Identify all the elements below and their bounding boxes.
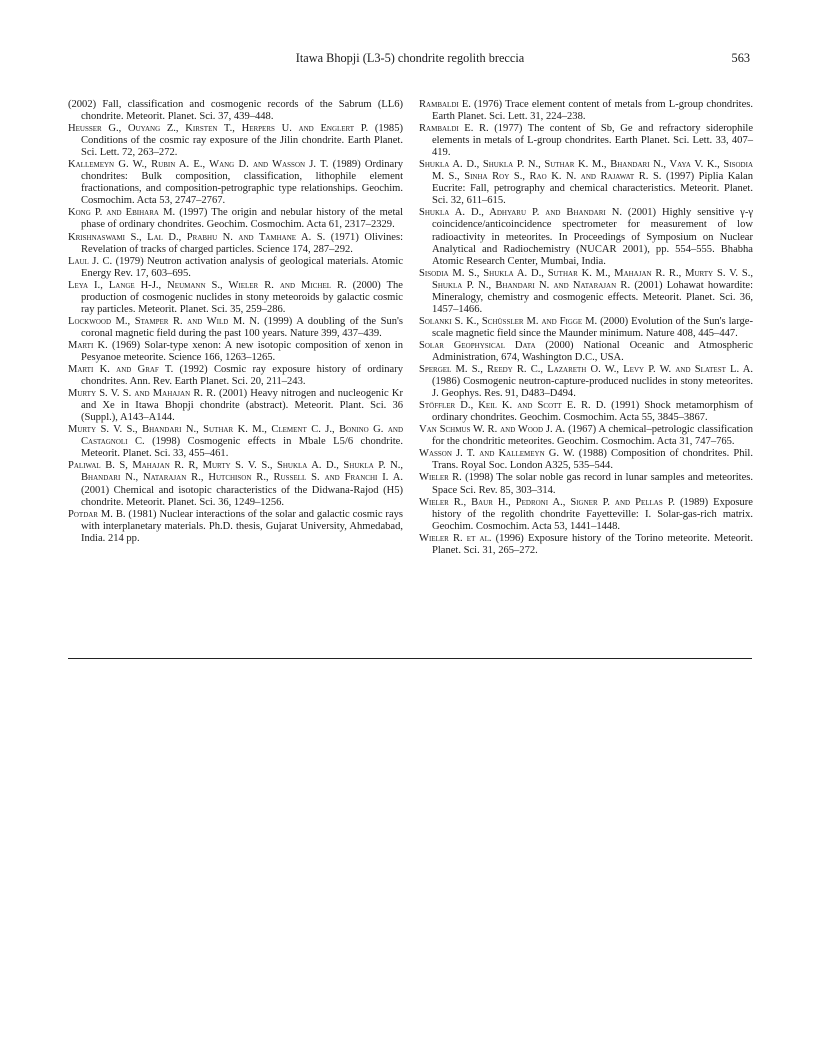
reference-body: (2001) Heavy nitrogen and nucleogenic Kr and Xe in Itawa Bhopji chondrite (abstract). Meteorit. Plant. Sci. 36 (Suppl.), A143–A144. — [81, 388, 403, 424]
reference-entry — [68, 256, 403, 280]
reference-authors: Marti K. and Graf T. — [68, 364, 174, 376]
reference-body: (1996) Exposure history of the Torino meteorite. Meteorit. Planet. Sci. 31, 265–272. — [432, 532, 753, 556]
reference-entry — [68, 232, 403, 256]
reference-entry — [68, 316, 403, 340]
reference-body: (1977) The content of Sb, Ge and refractory siderophile elements in metals of L-group chondrites. Earth Planet. Sci. Lett. 33, 407–419. — [432, 123, 753, 159]
reference-body: (2001) Chemical and isotopic characteristics of the Didwana-Rajod (H5) chondrite. Meteorit. Planet. Sci. 36, 1249–1256. — [81, 484, 403, 508]
reference-entry — [419, 424, 753, 448]
reference-authors: Rambaldi E. — [419, 99, 471, 110]
reference-body: (2001) Highly sensitive γ-γ coincidence/anticoincidence spectrometer for measurement of low radioactivity in meteorites. In Proceedings of Symposium on Nuclear Analytical and Radiochemistry (NUCAR 2001), pp. 554–555. Bhabha Atomic Research Center, Mumbai, India. — [432, 207, 753, 267]
reference-authors: Stöffler D., Keil K. and Scott E. R. D. — [419, 400, 607, 412]
reference-body: (1989) Ordinary chondrites: Bulk composition, classification, lithophile element fractionations, and composition-petrographic type relationships. Geochim. Cosmochim. Acta 53, 2747–2767. — [81, 159, 403, 207]
reference-entry — [419, 340, 753, 364]
reference-body: (1997) Piplia Kalan Eucrite: Fall, petrography and chemical characteristics. Meteorit. Planet. Sci. 32, 611–615. — [432, 171, 753, 207]
reference-entry — [68, 159, 403, 207]
reference-entry — [419, 123, 753, 159]
reference-body: (2002) Fall, classification and cosmogenic records of the Sabrum (LL6) chondrite. Meteorit. Planet. Sci. 37, 439–448. — [68, 99, 403, 123]
reference-authors: Rambaldi E. R. — [419, 123, 489, 135]
reference-entry — [419, 364, 753, 400]
reference-entry — [419, 316, 753, 340]
reference-body: (2000) Evolution of the Sun's large-scale magnetic field since the Maunder minimum. Nature 408, 445–447. — [432, 315, 753, 339]
reference-body: (1981) Nuclear interactions of the solar and galactic cosmic rays with interplanetary materials. Ph.D. thesis, Gujarat University, Ahmedabad, India. 214 pp. — [81, 508, 403, 544]
reference-entry — [68, 388, 403, 424]
reference-authors: Wasson J. T. and Kallemeyn G. W. — [419, 448, 575, 460]
reference-entry — [68, 460, 403, 508]
reference-entry — [419, 99, 753, 123]
reference-entry — [419, 533, 753, 557]
reference-body: (1985) Conditions of the cosmic ray exposure of the Jilin chondrite. Earth Planet. Sci. Lett. 72, 263–272. — [81, 123, 403, 159]
reference-entry — [68, 509, 403, 545]
reference-entry — [419, 268, 753, 316]
running-header — [68, 51, 752, 69]
reference-body: (1986) Cosmogenic neutron-capture-produced nuclides in stony meteorites. J. Geophys. Res. 91, D483–D494. — [432, 376, 753, 400]
reference-authors: Marti K. — [68, 339, 108, 351]
references-right-column — [419, 99, 753, 557]
reference-authors: Lockwood M., Stamper R. and Wild M. N. — [68, 315, 260, 327]
reference-entry — [68, 99, 403, 123]
reference-entry — [68, 424, 403, 460]
reference-authors: Van Schmus W. R. and Wood J. A. — [419, 424, 566, 436]
reference-entry — [68, 340, 403, 364]
running-title: Itawa Bhopji (L3-5) chondrite regolith breccia — [295, 51, 525, 65]
reference-authors: Wieler R., Baur H., Pedroni A., Signer P. and Pellas P. — [419, 496, 676, 508]
reference-authors: Heusser G., Ouyang Z., Kirsten T., Herpers U. and Englert P. — [68, 123, 369, 135]
reference-body: (1998) Cosmogenic effects in Mbale L5/6 chondrite. Meteorit. Planet. Sci. 33, 455–461. — [81, 436, 403, 460]
reference-body: (1997) The origin and nebular history of the metal phase of ordinary chondrites. Geochim. Cosmochim. Acta 61, 2317–2329. — [81, 207, 404, 231]
reference-authors: Wieler R. et al. — [419, 532, 492, 544]
reference-authors: Shukla A. D., Shukla P. N., Suthar K. M., Bhandari N., Vaya V. K., Sisodia M. S., Sinha Roy S., Rao K. N. and Rajawat R. S. — [419, 159, 753, 183]
reference-authors: Leya I., Lange H-J., Neumann S., Wieler R. and Michel R. — [68, 279, 347, 291]
reference-body: (1998) The solar noble gas record in lunar samples and meteorites. Space Sci. Rev. 85, 303–314. — [432, 472, 753, 496]
reference-authors: Sisodia M. S., Shukla A. D., Suthar K. M., Mahajan R. R., Murty S. V. S., Shukla P. N., Bhandari N. and Natarajan R. — [419, 267, 753, 291]
reference-authors: Kong P. and Ebihara M. — [68, 207, 176, 219]
reference-body: (2001) Lohawat howardite: Mineralogy, chemistry and cosmogenic effects. Meteorit. Planet. Sci. 36, 1457–1466. — [432, 279, 753, 315]
reference-authors: Murty S. V. S., Bhandari N., Suthar K. M., Clement C. J., Bonino G. and Castagnoli C. — [68, 424, 403, 448]
reference-body: (1992) Cosmic ray exposure history of ordinary chondrites. Ann. Rev. Earth Planet. Sci. 20, 211–243. — [81, 364, 404, 388]
reference-body: (1976) Trace element content of metals from L-group chondrites. Earth Planet. Sci. Lett. 31, 224–238. — [432, 99, 753, 123]
reference-authors: Krishnaswami S., Lal D., Prabhu N. and Tamhane A. S. — [68, 231, 326, 243]
reference-body: (1988) Composition of chondrites. Phil. Trans. Royal Soc. London A325, 535–544. — [432, 448, 753, 472]
reference-entry — [68, 364, 403, 388]
reference-entry — [68, 123, 403, 159]
reference-entry — [419, 400, 753, 424]
reference-body: (1999) A doubling of the Sun's coronal magnetic field during the past 100 years. Nature 399, 437–439. — [81, 315, 403, 339]
reference-entry — [419, 448, 753, 472]
reference-body: (2000) National Oceanic and Atmospheric Administration, 674, Washington D.C., USA. — [432, 339, 753, 363]
reference-entry — [419, 472, 753, 496]
reference-body: (1989) Exposure history of the regolith chondrite Fayetteville: I. Solar-gas-rich matrix. Geochim. Cosmochim. Acta 53, 1441–1448. — [432, 496, 753, 532]
reference-entry — [68, 207, 403, 231]
reference-authors: Kallemeyn G. W., Rubin A. E., Wang D. and Wasson J. T. — [68, 159, 329, 171]
reference-authors: Shukla A. D., Adhyaru P. and Bhandari N. — [419, 207, 622, 219]
reference-authors: Solar Geophysical Data — [419, 339, 536, 351]
reference-authors: Paliwal B. S, Mahajan R. R, Murty S. V. S., Shukla A. D., Shukla P. N., Bhandari N., Natarajan R., Hutchison R., Russell S. and Franchi I. A. — [68, 460, 403, 484]
reference-body: (1967) A chemical–petrologic classification for the chondritic meteorites. Geochim. Cosmochim. Acta 31, 747–765. — [432, 424, 753, 448]
reference-authors: Spergel M. S., Reedy R. C., Lazareth O. W., Levy P. W. and Slatest L. A. — [419, 364, 753, 376]
reference-entry — [419, 207, 753, 267]
reference-authors: Wieler R. — [419, 472, 462, 484]
reference-body: (2000) The production of cosmogenic nuclides in stony meteoroids by galactic cosmic ray particles. Meteorit. Planet. Sci. 35, 259–286. — [81, 279, 403, 315]
bottom-rule — [68, 658, 752, 659]
reference-entry — [68, 280, 403, 316]
reference-body: (1979) Neutron activation analysis of geological materials. Atomic Energy Rev. 17, 603–695. — [81, 255, 403, 279]
reference-entry — [419, 497, 753, 533]
reference-body: (1991) Shock metamorphism of ordinary chondrites. Geochim. Cosmochim. Acta 55, 3845–3867. — [432, 400, 753, 424]
reference-authors: Potdar M. B. — [68, 508, 126, 520]
reference-entry — [419, 159, 753, 207]
reference-authors: Solanki S. K., Schüssler M. and Figge M. — [419, 315, 598, 327]
reference-authors: Murty S. V. S. and Mahajan R. R. — [68, 388, 216, 400]
reference-body: (1971) Olivines: Revelation of tracks of charged particles. Science 174, 287–292. — [81, 231, 403, 255]
references-left-column — [68, 99, 403, 545]
reference-authors: Laul J. C. — [68, 255, 113, 267]
page-number: 563 — [731, 51, 750, 65]
reference-body: (1969) Solar-type xenon: A new isotopic composition of xenon in Pesyanoe meteorite. Science 166, 1263–1265. — [81, 339, 403, 363]
